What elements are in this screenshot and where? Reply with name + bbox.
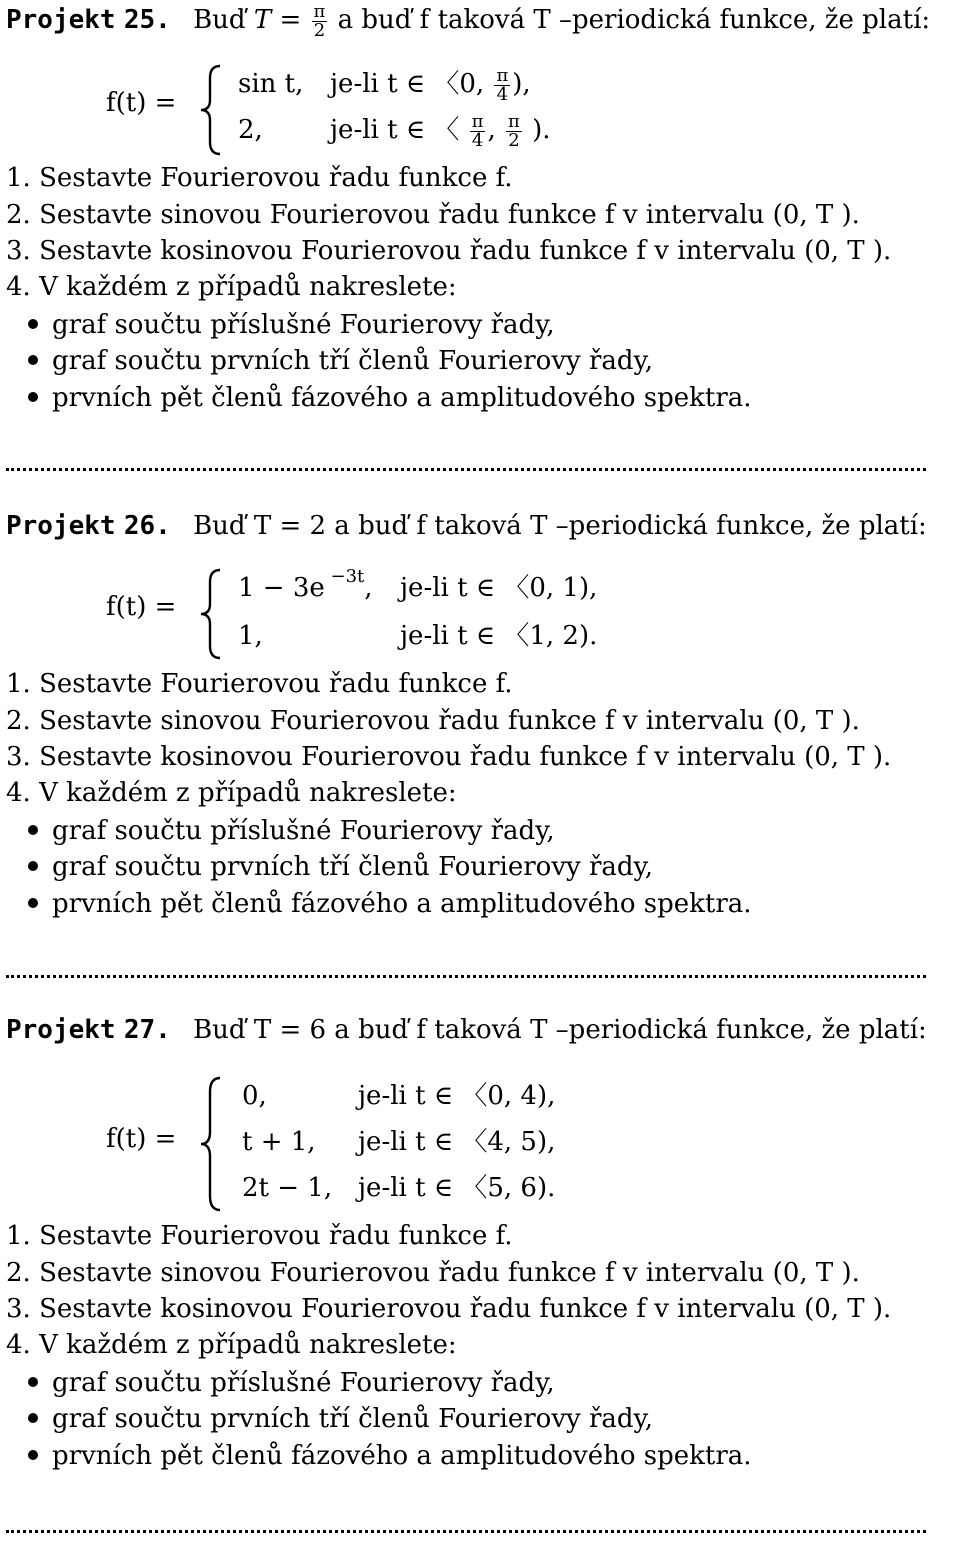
bullet-icon	[28, 825, 38, 835]
piecewise-function: f(t) = 0, je-li t ∈ 〈0, 4), t + 1, je-li t ∈ 〈4, 5), 2t − 1, je-li t ∈ 〈5, 6).	[106, 1074, 706, 1214]
bullet-item: prvních pět členů fázového a amplitudového spektra.	[28, 1438, 752, 1474]
project-number: 25.	[123, 5, 171, 35]
task-item: 3. Sestavte kosinovou Fourierovou řadu funkce f v intervalu (0, T ).	[6, 1294, 892, 1324]
bullet-item: graf součtu příslušné Fourierovy řady,	[28, 307, 555, 343]
bullet-icon	[28, 861, 38, 871]
bullet-item: graf součtu prvních tří členů Fourierovy řady,	[28, 849, 653, 885]
project-statement: Buď T = $\frac{\pi}{2}$ a buď f taková T –periodická funkce, že platí:	[193, 0, 931, 41]
task-item: 2. Sestavte sinovou Fourierovou řadu funkce f v intervalu (0, T ).	[6, 200, 860, 230]
function-lhs: f(t) =	[106, 592, 177, 622]
project-label: Projekt	[6, 5, 116, 35]
bullet-item: prvních pět členů fázového a amplitudového spektra.	[28, 886, 752, 922]
case-condition: je-li t ∈ 〈0, 1),	[400, 573, 598, 603]
project-number: 26.	[123, 511, 171, 541]
bullet-item: graf součtu prvních tří členů Fourierovy řady,	[28, 343, 653, 379]
bullet-icon	[28, 1450, 38, 1460]
left-brace-icon	[198, 568, 224, 660]
task-item: 3. Sestavte kosinovou Fourierovou řadu funkce f v intervalu (0, T ).	[6, 742, 892, 772]
task-item: 1. Sestavte Fourierovou řadu funkce f.	[6, 1221, 513, 1251]
task-item: 2. Sestavte sinovou Fourierovou řadu funkce f v intervalu (0, T ).	[6, 1258, 860, 1288]
task-item: 4. V každém z případů nakreslete:	[6, 272, 457, 302]
function-lhs: f(t) =	[106, 88, 177, 118]
task-item: 1. Sestavte Fourierovou řadu funkce f.	[6, 669, 513, 699]
task-item: 3. Sestavte kosinovou Fourierovou řadu funkce f v intervalu (0, T ).	[6, 236, 892, 266]
case-condition: je-li t ∈ 〈 $\frac{\pi}{4}$ , $\frac{\pi}{2}$ ).	[330, 110, 551, 151]
bullet-item: prvních pět členů fázového a amplitudového spektra.	[28, 380, 752, 416]
task-item: 4. V každém z případů nakreslete:	[6, 1330, 457, 1360]
left-brace-icon	[198, 1076, 224, 1212]
function-lhs: f(t) =	[106, 1124, 177, 1154]
fraction: $\frac{\pi}{4}$	[471, 110, 484, 151]
piecewise-function: f(t) = 1 − 3e $^{-3t}$, je-li t ∈ 〈0, 1), 1, je-li t ∈ 〈1, 2).	[106, 566, 706, 666]
bullet-item: graf součtu příslušné Fourierovy řady,	[28, 813, 555, 849]
case-condition: je-li t ∈ 〈1, 2).	[400, 621, 598, 651]
dotted-separator	[6, 1530, 926, 1533]
project-25-heading	[6, 0, 931, 41]
case-condition: je-li t ∈ 〈5, 6).	[358, 1173, 556, 1203]
project-27-heading	[6, 1012, 927, 1048]
project-number: 27.	[123, 1015, 171, 1045]
task-item: 1. Sestavte Fourierovou řadu funkce f.	[6, 163, 513, 193]
task-item: 2. Sestavte sinovou Fourierovou řadu funkce f v intervalu (0, T ).	[6, 706, 860, 736]
case-condition: je-li t ∈ 〈0, 4),	[358, 1081, 556, 1111]
bullet-icon	[28, 355, 38, 365]
fraction: $\frac{\pi}{2}$	[508, 110, 520, 151]
fraction: $\frac{\pi}{2}$	[313, 0, 326, 41]
project-statement: Buď T = 2 a buď f taková T –periodická funkce, že platí:	[193, 511, 927, 541]
project-label: Projekt	[6, 511, 116, 541]
bullet-item: graf součtu prvních tří členů Fourierovy řady,	[28, 1401, 653, 1437]
task-item: 4. V každém z případů nakreslete:	[6, 778, 457, 808]
dotted-separator	[6, 975, 926, 978]
dotted-separator	[6, 468, 926, 471]
bullet-icon	[28, 392, 38, 402]
bullet-icon	[28, 898, 38, 908]
piecewise-function: f(t) = sin t, je-li t ∈ 〈0, $\frac{\pi}{4}$ ), 2, je-li t ∈ 〈 $\frac{\pi}{4}$ , $\frac{\pi}{2}$ ).	[106, 62, 706, 162]
left-brace-icon	[198, 64, 224, 156]
case-condition: je-li t ∈ 〈4, 5),	[358, 1127, 556, 1157]
fraction: $\frac{\pi}{4}$	[496, 64, 509, 105]
bullet-icon	[28, 1413, 38, 1423]
bullet-icon	[28, 1377, 38, 1387]
case-condition: je-li t ∈ 〈0, $\frac{\pi}{4}$ ),	[330, 64, 531, 105]
project-26-heading	[6, 508, 927, 544]
bullet-icon	[28, 319, 38, 329]
bullet-item: graf součtu příslušné Fourierovy řady,	[28, 1365, 555, 1401]
project-label: Projekt	[6, 1015, 116, 1045]
project-statement: Buď T = 6 a buď f taková T –periodická funkce, že platí:	[193, 1015, 927, 1045]
